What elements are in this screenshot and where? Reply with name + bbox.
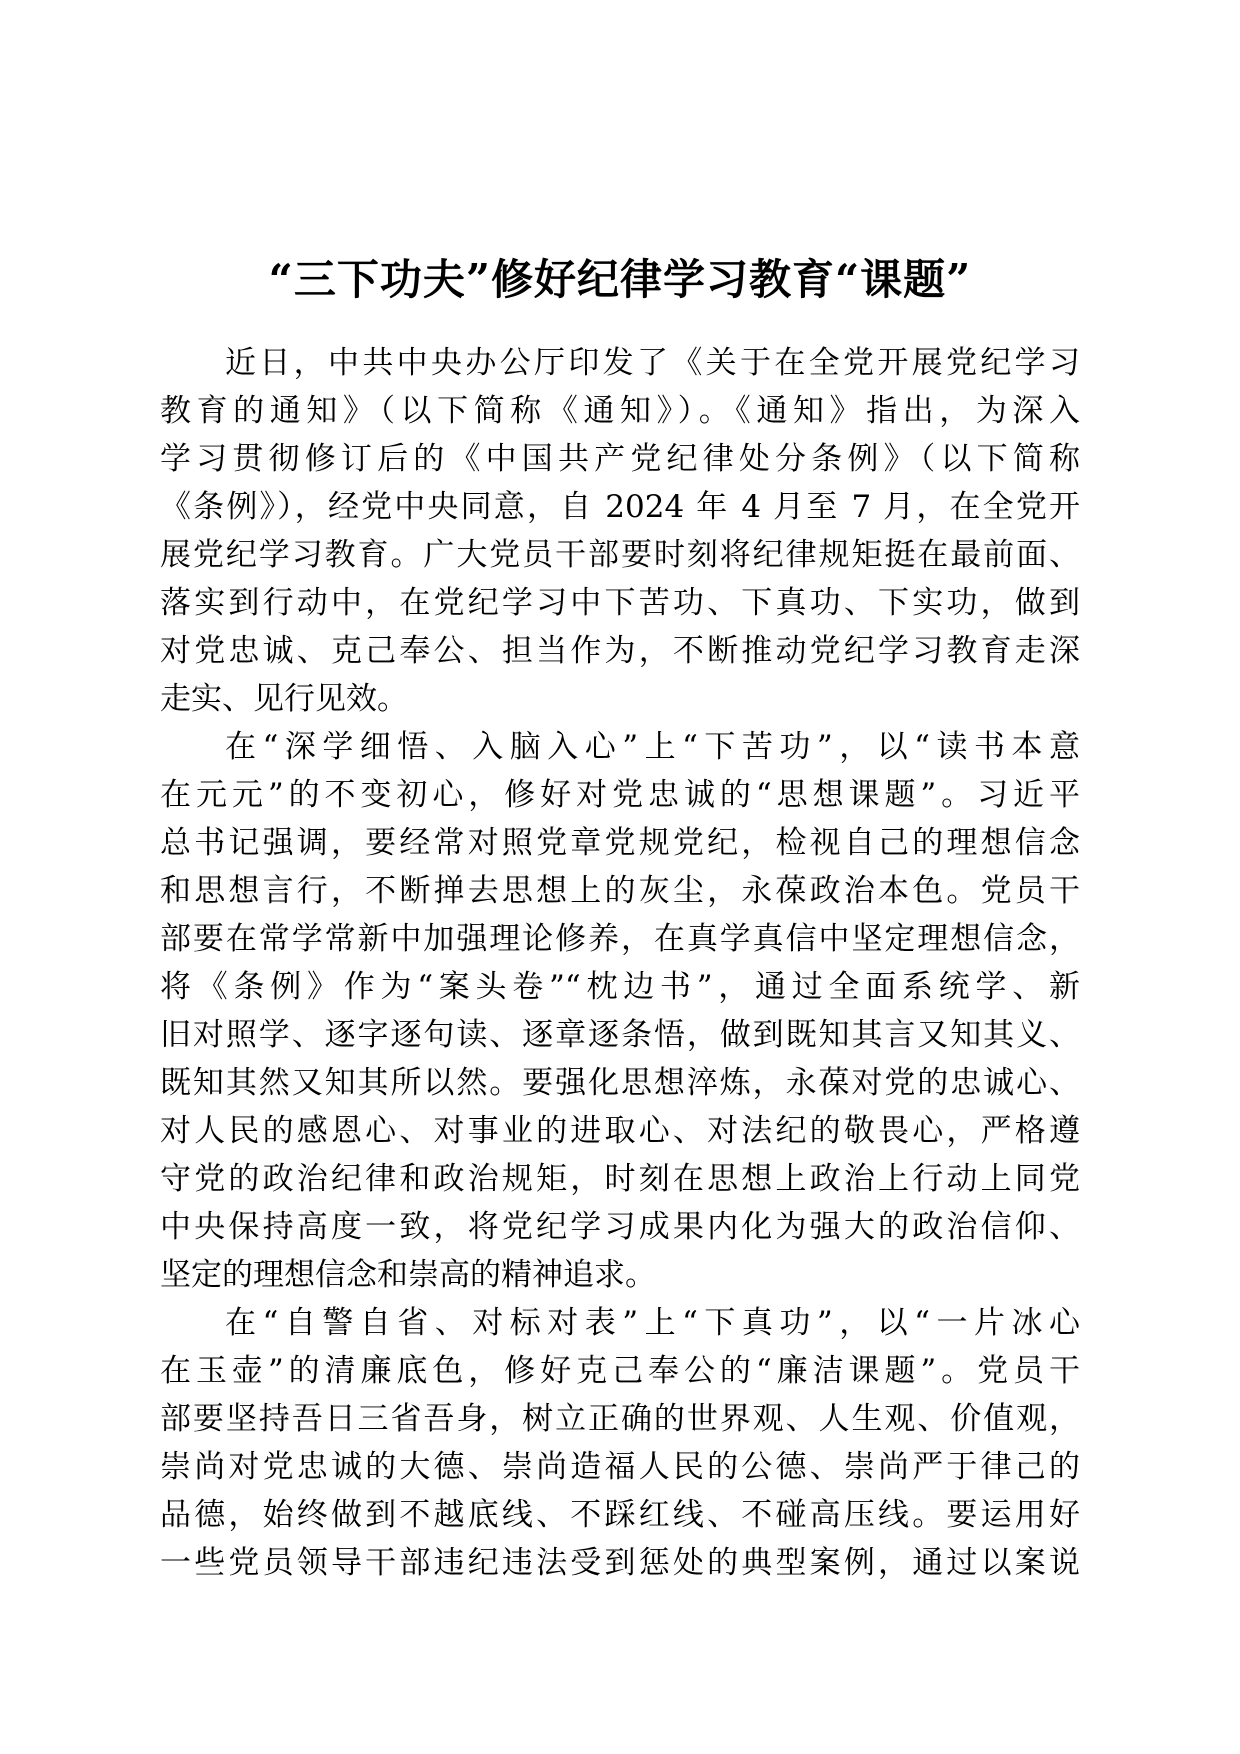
paragraph-3-line-4: 崇尚对党忠诚的大德、崇尚造福人民的公德、崇尚严于律己的 bbox=[160, 1449, 1080, 1485]
paragraph-1-line-2: 教育的通知》（以下简称《通知》）。《通知》指出，为深入 bbox=[160, 393, 1080, 429]
paragraph-2-line-4: 和思想言行，不断掸去思想上的灰尘，永葆政治本色。党员干 bbox=[160, 873, 1080, 909]
paragraph-3-line-2: 在玉壶”的清廉底色，修好克己奉公的“廉洁课题”。党员干 bbox=[160, 1353, 1080, 1389]
paragraph-2-line-10: 守党的政治纪律和政治规矩，时刻在思想上政治上行动上同党 bbox=[160, 1161, 1080, 1197]
paragraph-3-line-5: 品德，始终做到不越底线、不踩红线、不碰高压线。要运用好 bbox=[160, 1497, 1080, 1533]
paragraph-2-line-8: 既知其然又知其所以然。要强化思想淬炼，永葆对党的忠诚心、 bbox=[160, 1065, 1080, 1101]
paragraph-1-line-1: 近日，中共中央办公厅印发了《关于在全党开展党纪学习 bbox=[225, 345, 1080, 381]
paragraph-2-line-2: 在元元”的不变初心，修好对党忠诚的“思想课题”。习近平 bbox=[160, 777, 1080, 813]
document-title: “三下功夫”修好纪律学习教育“课题” bbox=[268, 255, 972, 304]
paragraph-1-line-7: 对党忠诚、克己奉公、担当作为，不断推动党纪学习教育走深 bbox=[160, 633, 1080, 669]
paragraph-2-line-11: 中央保持高度一致，将党纪学习成果内化为强大的政治信仰、 bbox=[160, 1209, 1080, 1245]
paragraph-2-line-1: 在“深学细悟、入脑入心”上“下苦功”，以“读书本意 bbox=[225, 729, 1080, 765]
paragraph-1-line-3: 学习贯彻修订后的《中国共产党纪律处分条例》（以下简称 bbox=[160, 441, 1080, 477]
paragraph-1-line-5: 展党纪学习教育。广大党员干部要时刻将纪律规矩挺在最前面、 bbox=[160, 537, 1080, 573]
paragraph-1-line-8: 走实、见行见效。 bbox=[160, 681, 408, 717]
paragraph-3-line-1: 在“自警自省、对标对表”上“下真功”，以“一片冰心 bbox=[225, 1305, 1080, 1341]
paragraph-2-line-7: 旧对照学、逐字逐句读、逐章逐条悟，做到既知其言又知其义、 bbox=[160, 1017, 1080, 1053]
paragraph-1-line-4: 《条例》），经党中央同意，自 2024 年 4 月至 7 月，在全党开 bbox=[160, 489, 1080, 525]
paragraph-2-line-6: 将《条例》作为“案头卷”“枕边书”，通过全面系统学、新 bbox=[160, 969, 1080, 1005]
paragraph-3-line-6: 一些党员领导干部违纪违法受到惩处的典型案例，通过以案说 bbox=[160, 1545, 1080, 1581]
paragraph-2-line-12: 坚定的理想信念和崇高的精神追求。 bbox=[160, 1257, 656, 1293]
paragraph-2-line-3: 总书记强调，要经常对照党章党规党纪，检视自己的理想信念 bbox=[160, 825, 1080, 861]
paragraph-1-line-6: 落实到行动中，在党纪学习中下苦功、下真功、下实功，做到 bbox=[160, 585, 1080, 621]
paragraph-3-line-3: 部要坚持吾日三省吾身，树立正确的世界观、人生观、价值观， bbox=[160, 1401, 1080, 1437]
paragraph-2-line-9: 对人民的感恩心、对事业的进取心、对法纪的敬畏心，严格遵 bbox=[160, 1113, 1080, 1149]
paragraph-2-line-5: 部要在常学常新中加强理论修养，在真学真信中坚定理想信念， bbox=[160, 921, 1080, 957]
